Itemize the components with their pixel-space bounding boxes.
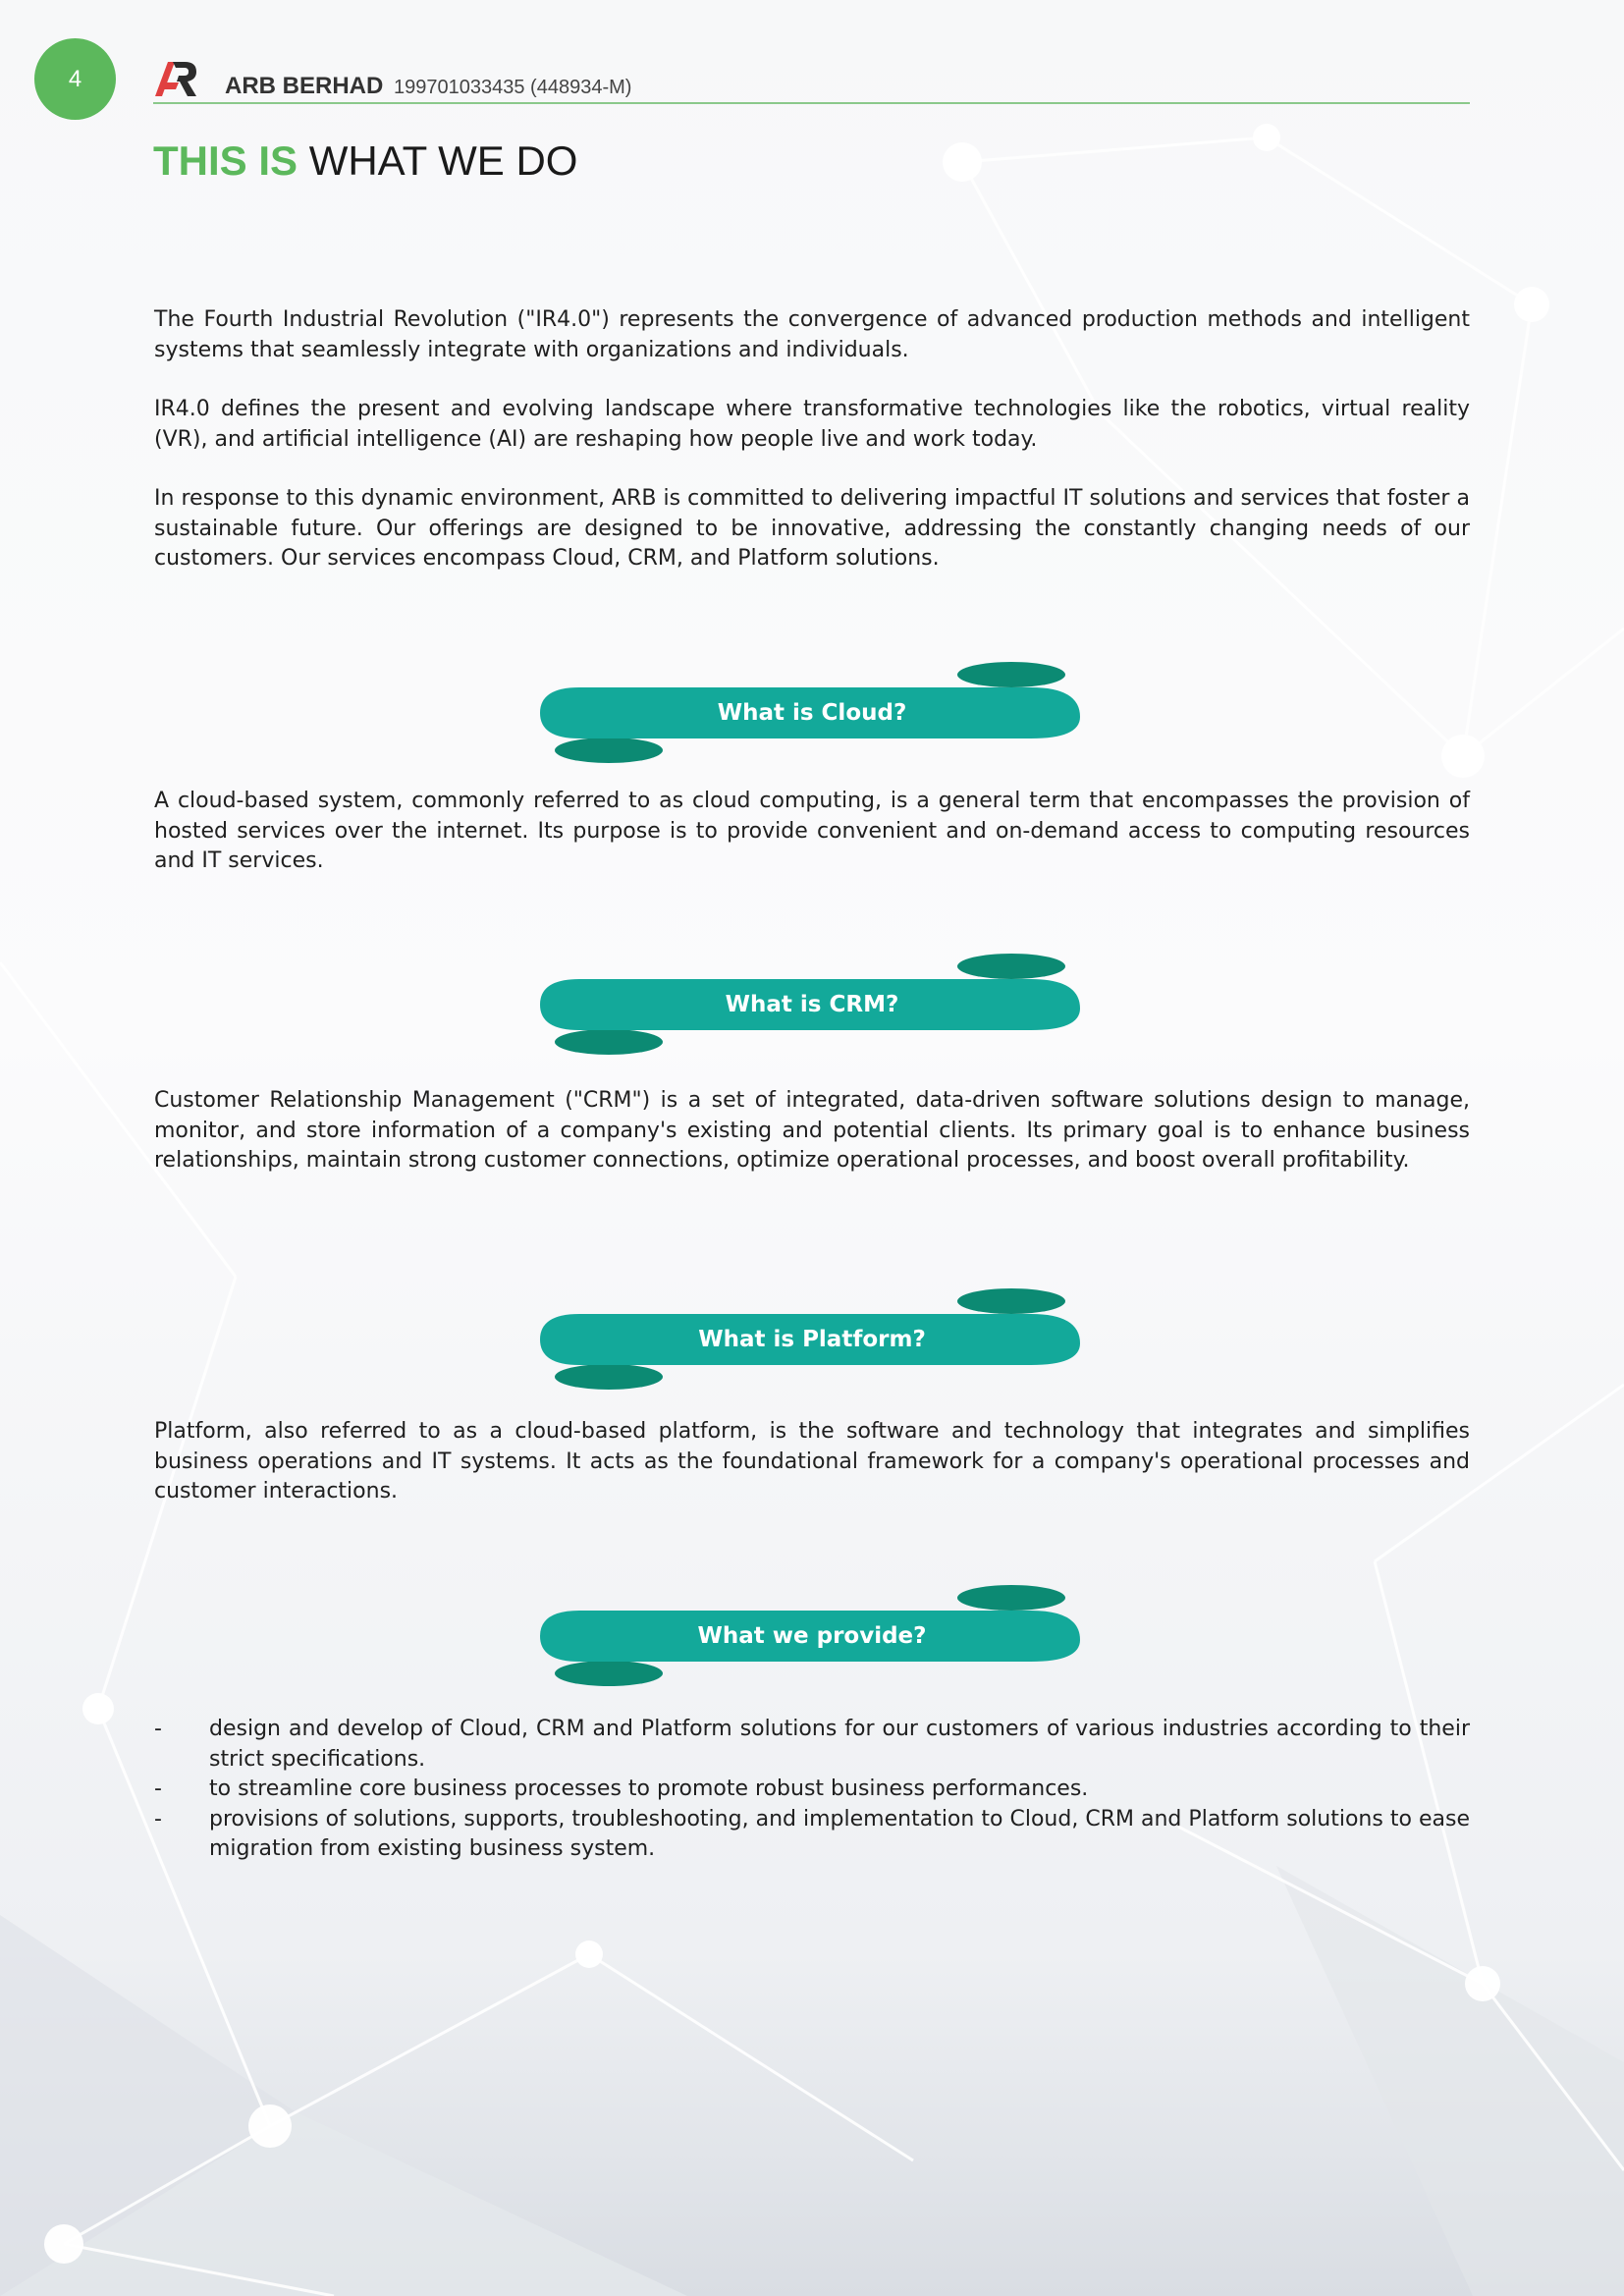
intro-paragraph-commitment: In response to this dynamic environment, ARB is committed to delivering impactful IT solutions and services that foster a sustainable future. Our offerings are designed to be innovative, addressing the constantly changing needs of our customers. Our services encompass Cloud, CRM, and Platform solutions. bbox=[154, 486, 1470, 571]
section-ribbon-crm bbox=[540, 952, 1084, 1055]
section-ribbon-platform bbox=[540, 1286, 1084, 1390]
arb-logo-icon bbox=[153, 59, 198, 98]
section-ribbon-provide bbox=[540, 1583, 1084, 1686]
section-heading-platform: What is Platform? bbox=[698, 1326, 926, 1352]
bullet-dash: - bbox=[154, 1717, 162, 1741]
intro-paragraph-ir40: The Fourth Industrial Revolution ("IR4.0") represents the convergence of advanced production methods and intelligent systems that seamlessly integrate with organizations and individuals. bbox=[154, 307, 1470, 362]
page-header bbox=[153, 57, 1470, 104]
bullet-text: design and develop of Cloud, CRM and Platform solutions for our customers of various industries according to their strict specifications. bbox=[209, 1717, 1470, 1772]
section-heading-cloud: What is Cloud? bbox=[717, 699, 907, 726]
section-heading-provide: What we provide? bbox=[697, 1622, 927, 1649]
registration-number: 199701033435 (448934-M) bbox=[394, 77, 632, 98]
company-name: ARB BERHAD bbox=[225, 73, 384, 99]
list-item bbox=[154, 1805, 1470, 1865]
company-line bbox=[225, 73, 631, 100]
section-body-cloud: A cloud-based system, commonly referred to as cloud computing, is a general term that encompasses the provision of hosted services over the internet. Its purpose is to provide convenient and on-demand access to computing resources and IT services. bbox=[154, 789, 1470, 873]
list-item bbox=[154, 1715, 1470, 1775]
page-title-accent: THIS IS bbox=[153, 137, 298, 184]
provide-bullet-list bbox=[154, 1715, 1470, 1865]
section-heading-crm: What is CRM? bbox=[725, 991, 899, 1017]
page-title bbox=[153, 137, 577, 185]
page-title-rest: WHAT WE DO bbox=[308, 137, 578, 184]
section-ribbon-cloud bbox=[540, 660, 1084, 763]
list-item bbox=[154, 1775, 1470, 1805]
section-body-crm: Customer Relationship Management ("CRM") is a set of integrated, data-driven software solutions design to manage, monitor, and store information of a company's existing and potential clients. Its primary goal is to enhance business relationships, maintain strong customer connections, optimize operational processes, and boost overall profitability. bbox=[154, 1088, 1470, 1173]
bullet-dash: - bbox=[154, 1806, 162, 1831]
header-divider bbox=[153, 102, 1470, 104]
section-body-platform: Platform, also referred to as a cloud-based platform, is the software and technology that integrates and simplifies business operations and IT systems. It acts as the foundational framework for a company's operational processes and customer interactions. bbox=[154, 1419, 1470, 1503]
intro-paragraph-landscape: IR4.0 defines the present and evolving landscape where transformative technologies like the robotics, virtual reality (VR), and artificial intelligence (AI) are reshaping how people live and work today. bbox=[154, 397, 1470, 452]
page-number-badge: 4 bbox=[34, 38, 116, 120]
bullet-text: to streamline core business processes to promote robust business performances. bbox=[209, 1777, 1089, 1801]
bullet-dash: - bbox=[154, 1777, 162, 1801]
bullet-text: provisions of solutions, supports, troubleshooting, and implementation to Cloud, CRM and Platform solutions to ease migration from existing business system. bbox=[209, 1806, 1470, 1861]
